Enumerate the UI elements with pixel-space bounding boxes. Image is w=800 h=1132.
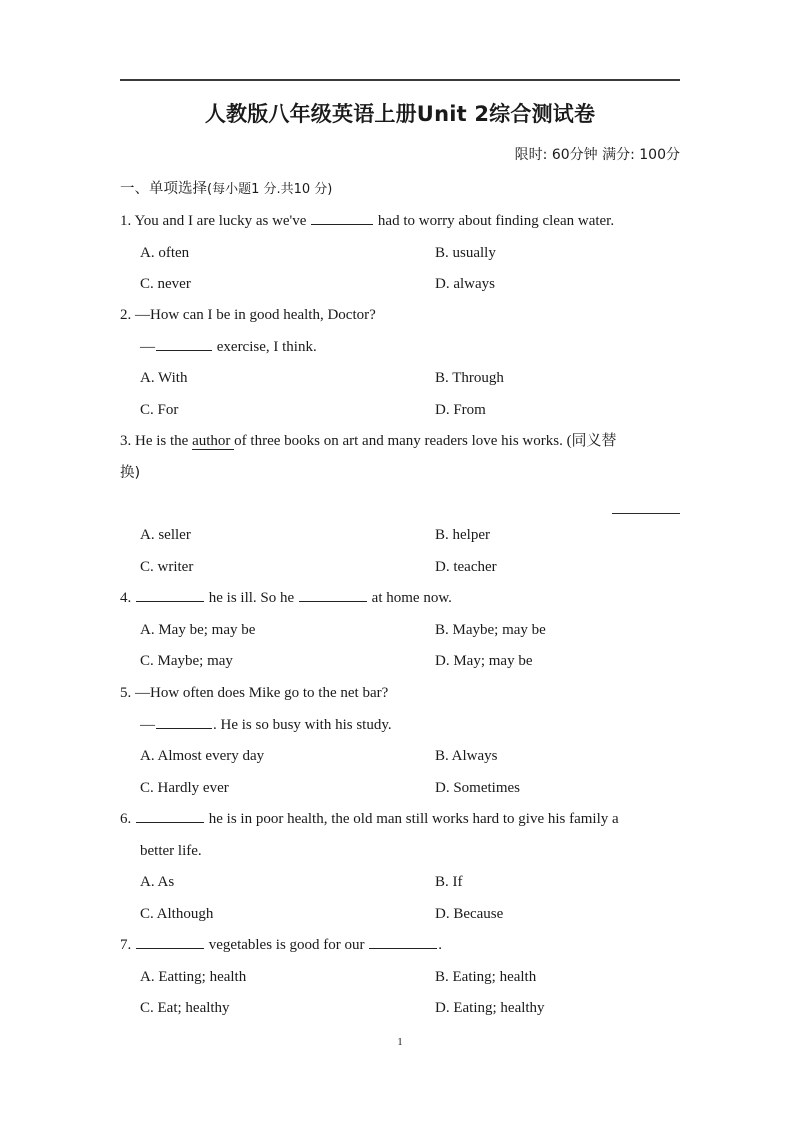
question-2-stem-line-1 xyxy=(120,300,680,332)
question-4-stem-part2: he is ill. So he xyxy=(208,590,295,606)
page-title: 人教版八年级英语上册Unit 2综合测试卷 xyxy=(204,102,596,126)
question-7-options-row-2 xyxy=(120,993,680,1025)
question-1-stem-after: had to worry about finding clean water. xyxy=(377,213,615,229)
question-4-number: 4. xyxy=(120,590,132,606)
section-heading xyxy=(120,179,680,200)
question-7-number: 7. xyxy=(120,937,132,953)
question-5-options-row-2 xyxy=(120,773,680,805)
question-7-blank-1 xyxy=(136,934,204,949)
question-2-option-a[interactable]: A. With xyxy=(140,370,188,386)
question-7-blank-2 xyxy=(369,934,437,949)
question-1-option-d[interactable]: D. always xyxy=(435,276,495,292)
question-4-option-a[interactable]: A. May be; may be xyxy=(140,621,256,638)
question-1-stem-before: You and I are lucky as we've xyxy=(134,213,307,229)
question-5-stem-line-1 xyxy=(120,678,680,710)
question-2-option-c[interactable]: C. For xyxy=(140,401,179,418)
question-2-number: 2. xyxy=(120,307,132,323)
question-5-number: 5. xyxy=(120,685,132,701)
question-4-option-c[interactable]: C. Maybe; may xyxy=(140,653,233,669)
question-4-blank-2 xyxy=(299,587,367,602)
question-7-stem-mid: vegetables is good for our xyxy=(208,937,365,953)
question-2-options-row-1 xyxy=(120,363,680,395)
question-1-option-b[interactable]: B. usually xyxy=(435,244,496,261)
question-2-option-d[interactable]: D. From xyxy=(435,401,486,418)
question-7-option-b[interactable]: B. Eating; health xyxy=(435,968,537,985)
question-2-line2-before: — xyxy=(140,338,155,355)
question-4-option-b[interactable]: B. Maybe; may be xyxy=(435,621,546,638)
question-2-option-b[interactable]: B. Through xyxy=(435,370,504,386)
question-5-blank xyxy=(156,714,212,729)
page-number: 1 xyxy=(397,1036,403,1048)
question-6-number: 6. xyxy=(120,811,132,827)
question-6-option-d[interactable]: D. Because xyxy=(435,905,504,922)
question-1-option-c[interactable]: C. never xyxy=(140,276,191,292)
question-1-blank xyxy=(311,210,373,225)
exam-limits-line: 限时: 60分钟 满分: 100分 xyxy=(514,147,680,163)
question-5-option-b[interactable]: B. Always xyxy=(435,748,498,764)
question-6 xyxy=(120,804,680,930)
question-3-option-b[interactable]: B. helper xyxy=(435,527,490,543)
question-4-stem xyxy=(120,583,680,615)
question-7 xyxy=(120,930,680,1025)
question-3-stem-part2: of three books on art and many readers love his works. (同义替 xyxy=(234,433,617,449)
question-2-options-row-2 xyxy=(120,395,680,427)
question-3-stem xyxy=(120,426,680,458)
page-content-area xyxy=(120,0,680,1132)
question-1-options-row-1 xyxy=(120,238,680,270)
question-6-options-row-1 xyxy=(120,867,680,899)
question-4-options-row-2 xyxy=(120,646,680,678)
question-7-option-a[interactable]: A. Eatting; health xyxy=(140,968,247,985)
question-5 xyxy=(120,678,680,804)
question-3-options xyxy=(120,520,680,583)
header-divider-rule xyxy=(120,79,680,81)
question-5-option-d[interactable]: D. Sometimes xyxy=(435,779,520,796)
question-1-stem xyxy=(120,206,680,238)
question-6-option-a[interactable]: A. As xyxy=(140,874,175,890)
question-6-option-b[interactable]: B. If xyxy=(435,874,463,890)
question-3-option-a[interactable]: A. seller xyxy=(140,527,191,543)
question-2-stem-line-2 xyxy=(120,332,680,364)
question-4-options-row-1 xyxy=(120,615,680,647)
question-2-line2-after: exercise, I think. xyxy=(216,338,317,355)
question-7-stem xyxy=(120,930,680,962)
question-5-options-row-1 xyxy=(120,741,680,773)
answer-blank-line xyxy=(612,503,680,514)
section-heading-main: 一、单项选择 xyxy=(120,181,207,197)
answer-blank-floating xyxy=(120,501,680,519)
question-3-number: 3. xyxy=(120,433,132,449)
question-5-option-c[interactable]: C. Hardly ever xyxy=(140,779,229,796)
question-4-stem-part3: at home now. xyxy=(371,590,452,606)
question-3-underlined-word: author xyxy=(192,433,235,449)
question-1-option-a[interactable]: A. often xyxy=(140,244,190,261)
section-heading-sub: (每小题1 分.共10 分) xyxy=(207,182,333,197)
question-5-line2-before: — xyxy=(140,716,155,733)
question-5-line1: —How often does Mike go to the net bar? xyxy=(135,685,389,701)
question-3-option-d[interactable]: D. teacher xyxy=(435,558,497,575)
question-2-line1: —How can I be in good health, Doctor? xyxy=(135,307,376,323)
question-7-option-d[interactable]: D. Eating; healthy xyxy=(435,1000,545,1016)
question-7-stem-end: . xyxy=(438,937,443,953)
question-6-stem-continuation: better life. xyxy=(140,842,202,859)
question-3-stem-part1: He is the xyxy=(135,433,193,449)
question-7-options-row-1 xyxy=(120,962,680,994)
question-3-option-c[interactable]: C. writer xyxy=(140,558,194,575)
question-5-line2-after: . He is so busy with his study. xyxy=(213,716,392,733)
question-3-options-row-2 xyxy=(120,552,680,584)
question-1-options-row-2 xyxy=(120,269,680,301)
question-5-stem-line-2 xyxy=(120,710,680,742)
question-2-blank xyxy=(156,336,212,351)
question-1 xyxy=(120,206,680,301)
question-4-blank-1 xyxy=(136,587,204,602)
question-3-stem-continuation: 换) xyxy=(120,464,141,481)
question-5-option-a[interactable]: A. Almost every day xyxy=(140,748,265,764)
question-6-blank xyxy=(136,808,204,823)
question-6-stem xyxy=(120,804,680,836)
question-4-option-d[interactable]: D. May; may be xyxy=(435,653,533,669)
question-6-stem-after: he is in poor health, the old man still works hard to give his family a xyxy=(208,811,619,827)
question-4 xyxy=(120,583,680,678)
question-7-option-c[interactable]: C. Eat; healthy xyxy=(140,1000,230,1016)
question-6-options-row-2 xyxy=(120,899,680,931)
question-1-number: 1. xyxy=(120,213,132,229)
question-3 xyxy=(120,426,680,489)
question-3-options-row-1 xyxy=(120,520,680,552)
question-2 xyxy=(120,300,680,426)
question-6-option-c[interactable]: C. Although xyxy=(140,905,214,922)
